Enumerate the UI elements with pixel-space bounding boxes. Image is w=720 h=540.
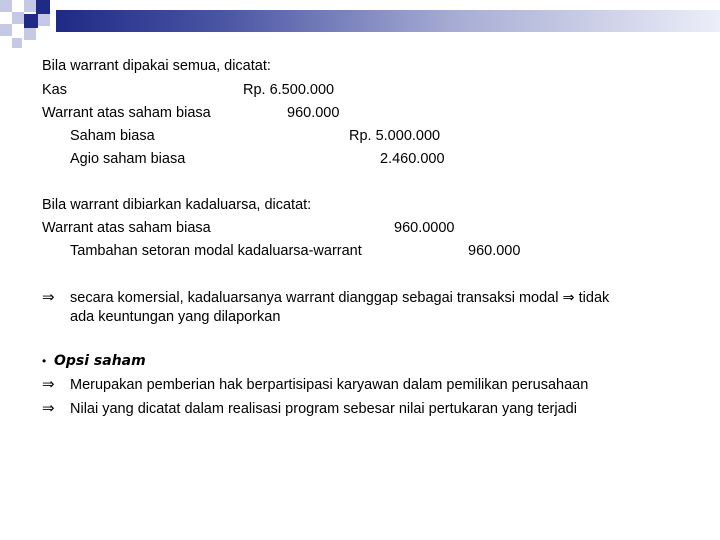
section-point: Nilai yang dicatat dalam realisasi program sebesar nilai pertukaran yang terjadi [70,401,577,417]
deco-square-1 [0,0,12,12]
implies-arrow-icon: ⇒ [562,290,575,306]
journal-row-label: Warrant atas saham biasa [42,220,211,236]
journal-row-credit: Rp. 5.000.000 [349,128,441,144]
journal-row-label: Saham biasa [70,128,155,144]
deco-square-9 [0,24,12,36]
journal-row-label: Kas [42,82,67,98]
deco-square-11 [24,28,36,40]
deco-square-6 [12,12,24,24]
deco-square-5 [0,12,12,24]
deco-square-12 [12,38,22,48]
journal-heading-1: Bila warrant dipakai semua, dicatat: [42,58,271,74]
deco-square-7 [24,14,38,28]
note-text: secara komersial, kadaluarsanya warrant dianggap sebagai transaksi modal [70,290,559,306]
note-line-2: ada keuntungan yang dilaporkan [70,309,281,325]
journal-heading-2: Bila warrant dibiarkan kadaluarsa, dicatat: [42,197,312,213]
header-gradient-bar [56,10,720,32]
note-line-1 [70,289,609,307]
journal-row-debit: Rp. 6.500.000 [243,82,335,98]
implies-arrow-icon: ⇒ [42,400,55,417]
deco-square-8 [38,14,50,26]
journal-row-label: Warrant atas saham biasa [42,105,211,121]
journal-row-label: Tambahan setoran modal kadaluarsa-warrant [70,243,362,259]
section-title: Opsi saham [54,353,146,369]
section-point: Merupakan pemberian hak berpartisipasi karyawan dalam pemilikan perusahaan [70,377,589,393]
journal-row-credit: 960.000 [468,243,521,259]
deco-square-10 [12,26,24,38]
journal-row-label: Agio saham biasa [70,151,186,167]
deco-square-2 [12,0,24,12]
journal-row-credit: 2.460.000 [380,151,445,167]
deco-square-4 [36,0,50,14]
implies-arrow-icon: ⇒ [42,289,55,306]
note-text-end: tidak [578,290,610,306]
deco-square-3 [24,0,36,12]
journal-row-debit: 960.0000 [394,220,455,236]
bullet-icon: • [42,354,47,368]
journal-row-debit: 960.000 [287,105,340,121]
header-decoration [0,0,720,50]
implies-arrow-icon: ⇒ [42,376,55,393]
